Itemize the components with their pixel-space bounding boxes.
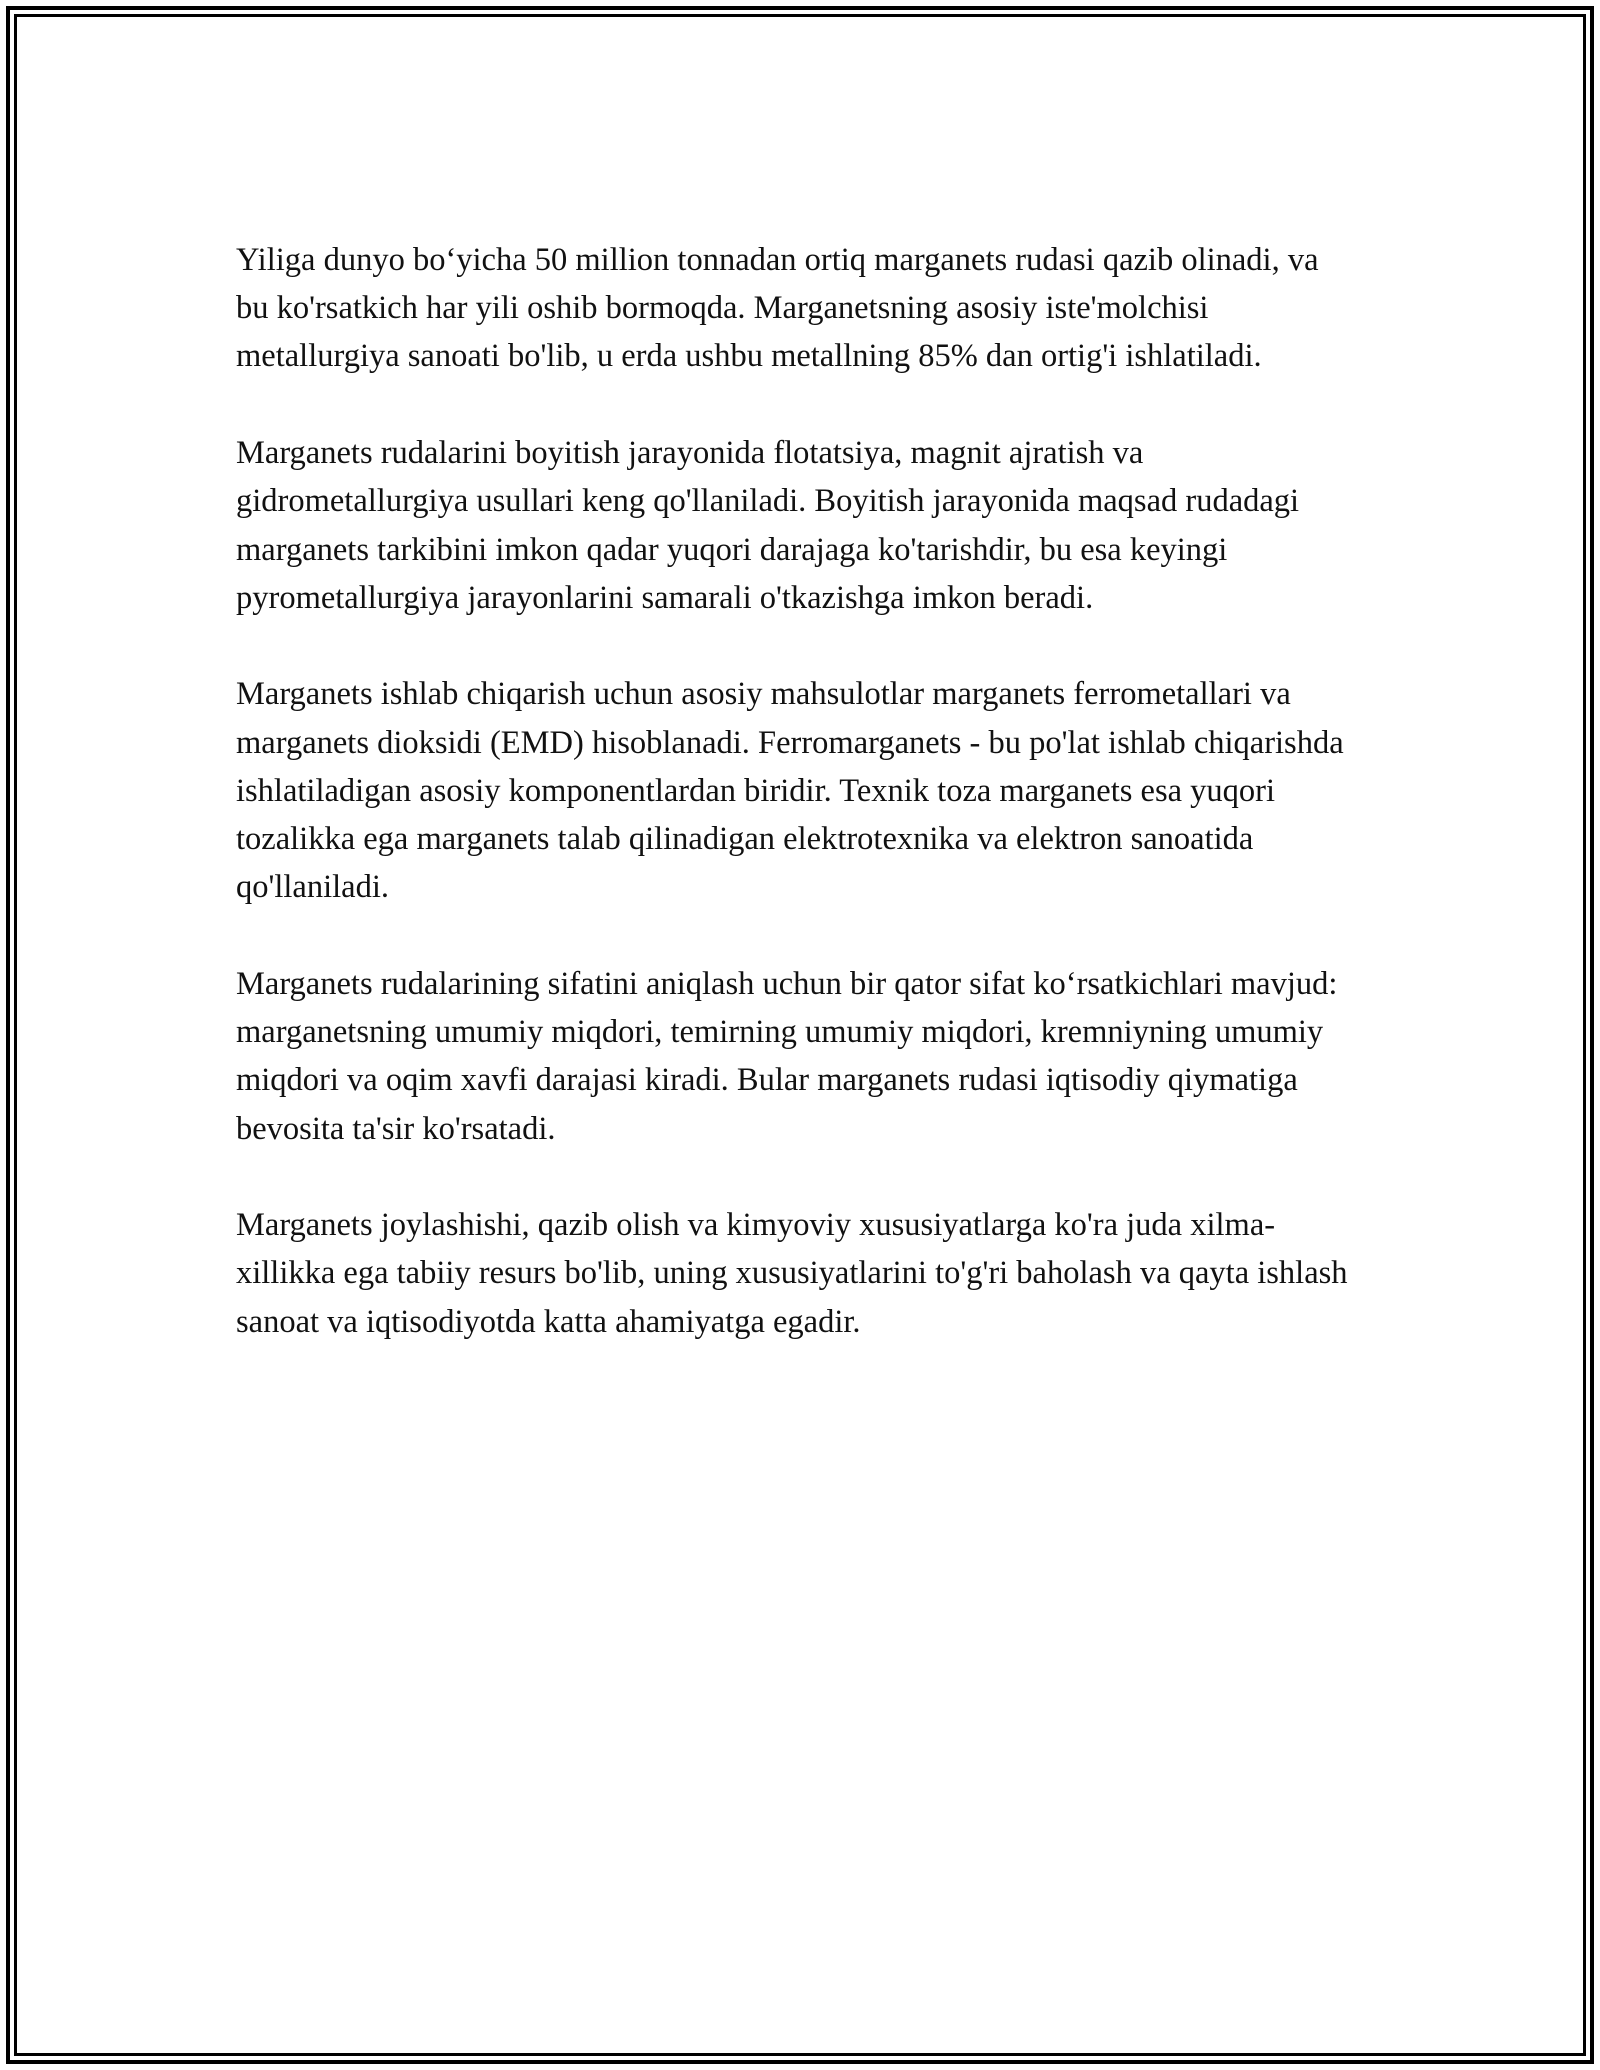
paragraph-3: Marganets ishlab chiqarish uchun asosiy mahsulotlar marganets ferrometallari va marganets dioksidi (EMD) hisoblanadi. Ferromarganets - bu po'lat ishlab chiqarishda ishlatiladigan asosiy komponentlardan biridir. Texnik toza marganets esa yuqori tozalikka ega marganets talab qilinadigan elektrotexnika va elektron sanoatida qo'llaniladi. — [236, 676, 1344, 906]
paragraph-4: Marganets rudalarining sifatini aniqlash uchun bir qator sifat ko‘rsatkichlari mavjud: marganetsning umumiy miqdori, temirning umumiy miqdori, kremniyning umumiy miqdori va oqim xavfi darajasi kiradi. Bular marganets rudasi iqtisodiy qiymatiga bevosita ta'sir ko'rsatadi. — [236, 965, 1338, 1147]
paragraph-5: Marganets joylashishi, qazib olish va kimyoviy xususiyatlarga ko'ra juda xilma-xillikka ega tabiiy resurs bo'lib, uning xususiyatlarini to'g'ri baholash va qayta ishlash sanoat va iqtisodiyotda katta ahamiyatga egadir. — [236, 1207, 1348, 1340]
paragraph-1: Yiliga dunyo bo‘yicha 50 million tonnadan ortiq marganets rudasi qazib olinadi, va bu ko'rsatkich har yili oshib bormoqda. Marganetsning asosiy iste'molchisi metallurgiya sanoati bo'lib, u erda ushbu metallning 85% dan ortig'i ishlatiladi. — [236, 242, 1319, 375]
paragraph-2: Marganets rudalarini boyitish jarayonida flotatsiya, magnit ajratish va gidrometallurgiya usullari keng qo'llaniladi. Boyitish jarayonida maqsad rudadagi marganets tarkibini imkon qadar yuqori darajaga ko'tarishdir, bu esa keyingi pyrometallurgiya jarayonlarini samarali o'tkazishga imkon beradi. — [236, 435, 1300, 616]
document-body — [236, 236, 1356, 1394]
